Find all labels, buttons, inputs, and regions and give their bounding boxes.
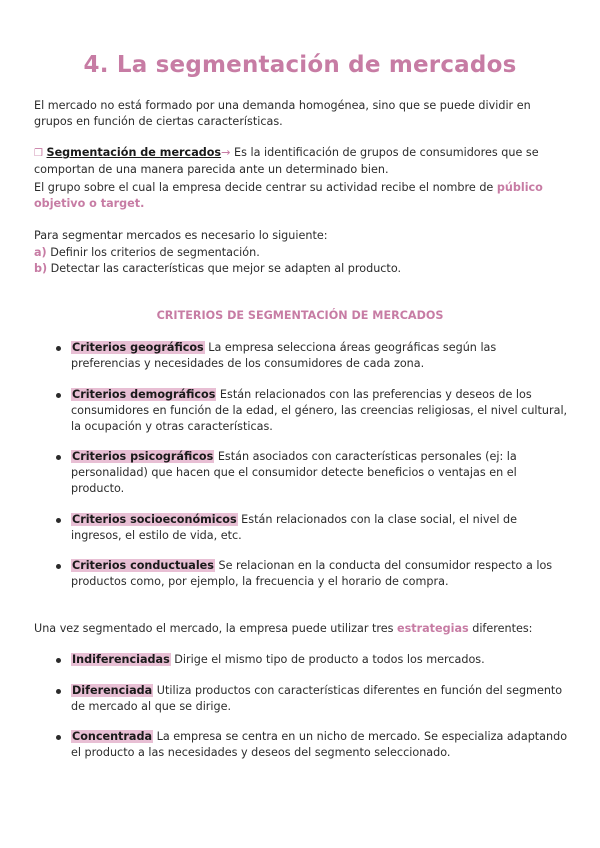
strategy-list-item [34, 683, 569, 715]
definition-text: Es la identificación de grupos de consumidores que se comportan de una manera parecida ante un determinado bien. [34, 146, 539, 176]
steps-intro: Para segmentar mercados es necesario lo siguiente: [34, 229, 328, 242]
list-item [34, 729, 569, 761]
step-label: b) [34, 262, 48, 275]
list-item [34, 512, 569, 544]
criteria-text: Están relacionados con las preferencias y deseos de los consumidores en función de la edad, el género, las creencias religiosas, el nivel cultural, la ocupación y otras características. [71, 388, 568, 433]
criteria-text: Se relacionan en la conducta del consumidor respecto a los productos como, por ejemplo, la frecuencia y el horario de compra. [71, 559, 553, 588]
criteria-heading: CRITERIOS DE SEGMENTACIÓN DE MERCADOS [156, 309, 444, 322]
criteria-term: Criterios geográficos [72, 341, 204, 354]
criteria-term: Criterios demográficos [72, 388, 216, 401]
list-item [34, 387, 569, 434]
criteria-term: Criterios socioeconómicos [72, 513, 237, 526]
criteria-list-item [34, 512, 569, 544]
intro-paragraph: El mercado no está formado por una demanda homogénea, sino que se puede dividir en grupos en función de ciertas características. [34, 99, 531, 128]
step-item [34, 261, 569, 277]
criteria-term: Criterios conductuales [72, 559, 214, 572]
checkbox-square-icon: ❒ [34, 148, 43, 159]
step-label: a) [34, 246, 47, 259]
strategies-highlight: estrategias [397, 622, 469, 635]
strategy-list-item [34, 729, 569, 761]
strategies-intro-before: Una vez segmentado el mercado, la empresa puede utilizar tres [34, 622, 397, 635]
target-text: El grupo sobre el cual la empresa decide centrar su actividad recibe el nombre de [34, 181, 497, 194]
definition-paragraph [34, 145, 569, 178]
criteria-text: La empresa selecciona áreas geográficas según las preferencias y necesidades de los consumidores de cada zona. [71, 341, 497, 370]
strategies-intro [34, 621, 569, 637]
page-title: 4. La segmentación de mercados [83, 52, 517, 78]
criteria-list-item [34, 449, 569, 496]
strategy-list-item [34, 652, 569, 668]
criteria-list-item [34, 340, 569, 372]
strategy-term: Indiferenciadas [72, 653, 170, 666]
list-item [34, 449, 569, 496]
strategy-text: Utiliza productos con características diferentes en función del segmento de mercado al que se dirige. [71, 684, 563, 713]
list-item [34, 652, 569, 668]
definition-term: Segmentación de mercados [46, 146, 222, 159]
strategy-term: Concentrada [72, 730, 153, 743]
step-text: Definir los criterios de segmentación. [46, 246, 260, 259]
target-highlight: público objetivo o target. [34, 181, 543, 210]
criteria-text: Están relacionados con la clase social, el nivel de ingresos, el estilo de vida, etc. [71, 513, 518, 542]
right-arrow-icon: → [221, 146, 231, 159]
strategies-intro-after: diferentes: [468, 622, 533, 635]
criteria-text: Están asociados con características personales (ej: la personalidad) que hacen que el consumidor detecte beneficios o ventajas en el producto. [71, 450, 517, 495]
list-item [34, 558, 569, 590]
criteria-list-item [34, 387, 569, 434]
criteria-term: Criterios psicográficos [72, 450, 214, 463]
strategy-text: La empresa se centra en un nicho de mercado. Se especializa adaptando el producto a las necesidades y deseos del segmento seleccionado. [71, 730, 568, 759]
list-item [34, 683, 569, 715]
strategy-term: Diferenciada [72, 684, 153, 697]
criteria-list-item [34, 558, 569, 590]
list-item [34, 340, 569, 372]
strategy-text: Dirige el mismo tipo de producto a todos los mercados. [170, 653, 485, 666]
step-item [34, 245, 569, 261]
step-text: Detectar las características que mejor se adapten al producto. [47, 262, 402, 275]
target-paragraph [34, 180, 569, 212]
